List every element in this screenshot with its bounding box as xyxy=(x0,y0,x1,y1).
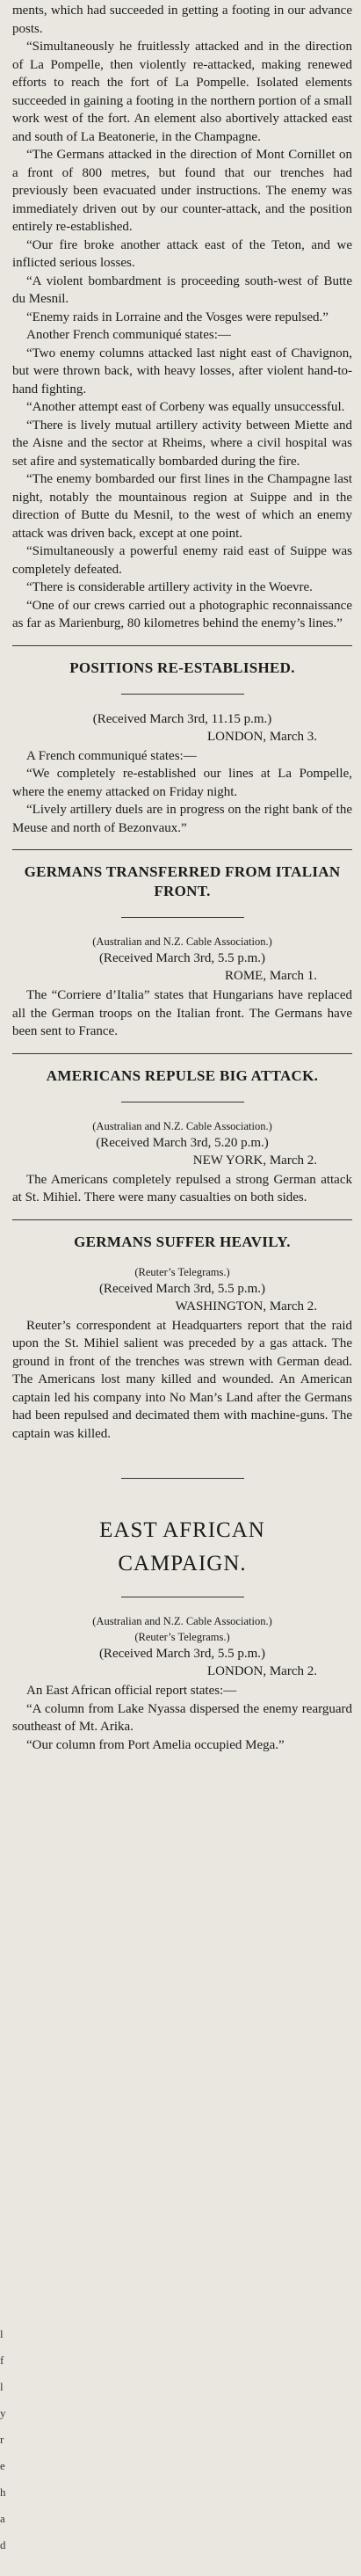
article-east-african-campaign xyxy=(12,1514,352,1754)
dateline: LONDON, March 3. xyxy=(207,729,317,744)
article-paragraph: “Simultaneously he fruitlessly attacked and in the direction of La Pompelle, then violently re-attacked, making renewed efforts to reach the fort of La Pompelle. Isolated elements succeeded in gaining a footing in the northern portion of a small work west of the fort. An element also abortively attacked east and south of La Beatonerie, in the Champagne. xyxy=(12,40,352,144)
margin-fragment: l xyxy=(0,2327,4,2340)
article-americans-repulse xyxy=(12,1066,352,1207)
article-germans-transferred xyxy=(12,862,352,1041)
margin-fragment: f xyxy=(0,2354,4,2367)
column-rule xyxy=(12,1219,352,1220)
article-paragraph: “Our fire broke another attack east of the Teton, and we inflicted serious losses. xyxy=(12,237,352,270)
article-heading: AMERICANS REPULSE BIG ATTACK. xyxy=(46,1066,319,1084)
heading-rule xyxy=(121,917,244,918)
article-paragraph: The Americans completely repulsed a strong German attack at St. Mihiel. There were many casualties on both sides. xyxy=(12,1172,352,1204)
section-rule xyxy=(121,1478,244,1479)
article-paragraph: A French communiqué states:— xyxy=(26,748,197,763)
section-heading xyxy=(12,1514,352,1581)
article-paragraph: “We completely re-established our lines at La Pompelle, where the enemy attacked on Friday night. xyxy=(12,767,352,799)
article-french-communique xyxy=(12,2,352,633)
article-paragraph: “The Germans attacked in the direction of Mont Cornillet on a front of 800 metres, but found that our trenches had previously been evacuated under instructions. The enemy was immediately driven out by our counter-attack, and the position entirely re-established. xyxy=(12,148,352,234)
dateline: ROME, March 1. xyxy=(225,969,317,983)
dateline: NEW YORK, March 2. xyxy=(192,1153,317,1168)
article-paragraph: “One of our crews carried out a photographic reconnaissance as far as Marienburg, 80 kilometres behind the enemy’s lines.” xyxy=(12,598,352,630)
article-paragraph: ments, which had succeeded in getting a footing in our advance posts. xyxy=(12,4,352,36)
article-paragraph: “Lively artillery duels are in progress on the right bank of the Meuse and north of Bezonvaux.” xyxy=(12,803,352,835)
article-paragraph: “The enemy bombarded our first lines in the Champagne last night, notably the mountainous region at Suippe and in the direction of Butte du Mesnil, to the west of which an enemy attack was driven back, except at one point. xyxy=(12,472,352,541)
source-line: (Reuter’s Telegrams.) xyxy=(134,1631,230,1643)
article-heading: GERMANS TRANSFERRED FROM ITALIAN FRONT. xyxy=(24,863,341,899)
article-paragraph: Reuter’s correspondent at Headquarters report that the raid upon the St. Mihiel salient was preceded by a gas attack. The ground in front of the trenches was strewn with German dead. The Americans lost many killed and wounded. An American captain led his company into No Man’s Land after the Germans had been repulsed and decimated them with machine-guns. The captain was killed. xyxy=(12,1318,352,1441)
source-line: (Reuter’s Telegrams.) xyxy=(134,1265,230,1278)
article-paragraph: “Enemy raids in Lorraine and the Vosges were repulsed.” xyxy=(26,309,329,324)
article-paragraph: “Another attempt east of Corbeny was equally unsuccessful. xyxy=(26,400,345,414)
received-line: (Received March 3rd, 5.5 p.m.) xyxy=(98,1281,266,1296)
article-paragraph: “Simultaneously a powerful enemy raid east of Suippe was completely defeated. xyxy=(12,544,352,577)
article-paragraph: “There is lively mutual artillery activity between Miette and the Aisne and the sector at Rheims, where a civil hospital was set afire and systematically bombarded during the fire. xyxy=(12,418,352,469)
margin-fragment: a xyxy=(0,2512,5,2525)
dateline: WASHINGTON, March 2. xyxy=(175,1299,317,1313)
article-paragraph: Another French communiqué states:— xyxy=(26,328,231,342)
article-positions-re-established xyxy=(12,659,352,838)
article-paragraph: “A violent bombardment is proceeding south-west of Butte du Mesnil. xyxy=(12,273,352,306)
section-heading-line: CAMPAIGN. xyxy=(118,1552,247,1575)
margin-fragment: y xyxy=(0,2406,6,2420)
source-line: (Australian and N.Z. Cable Association.) xyxy=(92,935,272,948)
received-line: (Received March 3rd, 11.15 p.m.) xyxy=(92,711,272,726)
margin-fragment: e xyxy=(0,2459,5,2472)
column-rule xyxy=(12,645,352,646)
article-paragraph: The “Corriere d’Italia” states that Hungarians have replaced all the German troops on the Italian front. The Germans have been sent to France. xyxy=(12,988,352,1038)
received-line: (Received March 3rd, 5.5 p.m.) xyxy=(98,1647,266,1661)
source-line: (Australian and N.Z. Cable Association.) xyxy=(92,1615,272,1627)
section-heading-line: EAST AFRICAN xyxy=(99,1518,265,1542)
left-margin-fragments xyxy=(0,2321,7,2558)
margin-fragment: h xyxy=(0,2485,6,2499)
margin-fragment: l xyxy=(0,2380,4,2393)
column-rule xyxy=(12,849,352,850)
received-line: (Received March 3rd, 5.5 p.m.) xyxy=(98,951,266,965)
article-paragraph: “Our column from Port Amelia occupied Mega.” xyxy=(26,1737,285,1752)
heading-rule xyxy=(121,694,244,695)
article-paragraph: “There is considerable artillery activity in the Woevre. xyxy=(26,580,313,594)
margin-fragment: r xyxy=(0,2433,4,2446)
received-line: (Received March 3rd, 5.20 p.m.) xyxy=(96,1135,269,1150)
dateline: LONDON, March 2. xyxy=(207,1664,317,1678)
article-heading: GERMANS SUFFER HEAVILY. xyxy=(74,1233,291,1250)
article-germans-suffer xyxy=(12,1233,352,1444)
column-rule xyxy=(12,1053,352,1054)
article-heading: POSITIONS RE-ESTABLISHED. xyxy=(69,659,295,676)
article-paragraph: An East African official report states:— xyxy=(26,1684,237,1698)
article-paragraph: “Two enemy columns attacked last night east of Chavignon, but were thrown back, with heavy losses, after violent hand-to-hand fighting. xyxy=(12,346,352,397)
source-line: (Australian and N.Z. Cable Association.) xyxy=(92,1119,272,1132)
margin-fragment: d xyxy=(0,2538,6,2551)
article-paragraph: “A column from Lake Nyassa dispersed the enemy rearguard southeast of Mt. Arika. xyxy=(12,1701,352,1734)
